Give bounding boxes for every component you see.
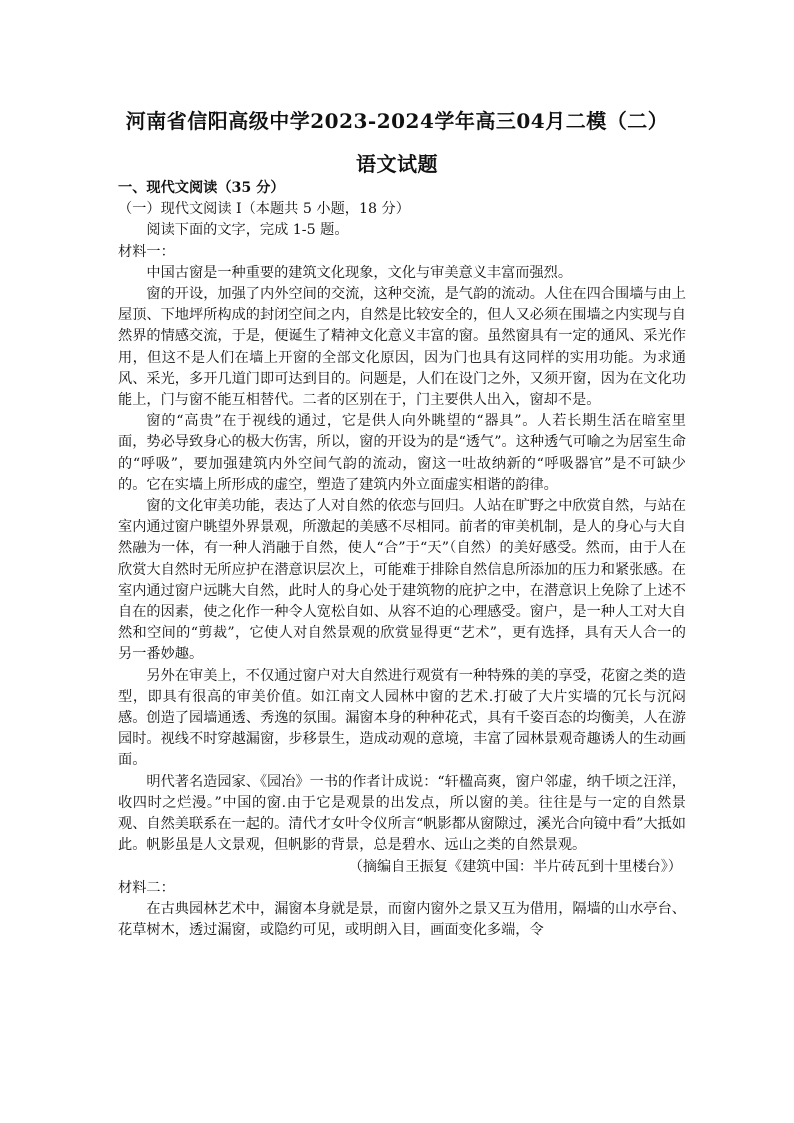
material-label: 材料一： — [118, 243, 175, 260]
paragraph: 窗的“高贵”在于视线的通过，它是供人向外眺望的“器具”。人若长期生活在暗室里面，势必导致身心的极大伤害，所以，窗的开设为的是“透气”。这种透气可喻之为居室生命的“呼吸”，要加强建筑内外空间气韵的流动，窗这一吐故纳新的“呼吸器官”是不可缺少的。它在实墙上所形成的虚空，塑造了建筑内外立面虚实相谐的韵律。 — [118, 413, 686, 493]
instruction: 阅读下面的文字，完成 1-5 题。 — [146, 222, 349, 239]
part-heading: （一）现代文阅读 I（本题共 5 小题，18 分） — [118, 201, 410, 218]
exam-title: 河南省信阳高级中学2023-2024学年高三04月二模（二） — [125, 109, 669, 133]
paragraph: 窗的开设，加强了内外空间的交流，这种交流，是气韵的流动。人住在四合围墙与由上屋顶、下地坪所构成的封闭空间之内，自然是比较安全的，但人又必须在围墙之内实现与自然界的情感交流，于是，便诞生了精神文化意义丰富的窗。虽然窗具有一定的通风、采光作用，但这不是人们在墙上开窗的全部文化原因，因为门也具有这同样的实用功能。为求通风、采光，多开几道门即可达到目的。问题是，人们在设门之外，又须开窗，因为在文化功能上，门与窗不能互相替代。二者的区别在于，门主要供人出入，窗却不是。 — [118, 286, 686, 409]
section-heading: 一、现代文阅读（35 分） — [118, 180, 285, 196]
exam-subtitle: 语文试题 — [356, 152, 438, 176]
paragraph: 另外在审美上，不仅通过窗户对大自然进行观赏有一种特殊的美的享受，花窗之类的造型，即具有很高的审美价值。如江南文人园林中窗的艺术.打破了大片实墙的冗长与沉闷感。创造了园墙通透、秀逸的氛围。漏窗本身的种种花式，具有千姿百态的均衡美，人在游园时。视线不时穿越漏窗，步移景生，造成动观的意境，丰富了园林景观奇趣诱人的生动画面。 — [118, 667, 686, 769]
material-label: 材料二： — [118, 879, 175, 896]
source-citation: （摘编自王振复《建筑中国：半片砖瓦到十里楼台》） — [348, 858, 682, 875]
paragraph: 明代著名造园家、《园冶》一书的作者计成说：“轩楹高爽，窗户邻虚，纳千顷之汪洋，收四时之烂漫。”中国的窗.由于它是观景的出发点，所以窗的美。往往是与一定的自然景观、自然美联系在一起的。清代才女叶令仪所言“帆影都从窗隙过，溪光合向镜中看”大抵如此。帆影虽是人文景观，但帆影的背景，总是碧水、远山之类的自然景观。 — [118, 773, 686, 854]
exam-content — [118, 178, 686, 941]
paragraph: 窗的文化审美功能，表达了人对自然的依恋与回归。人站在旷野之中欣赏自然，与站在室内通过窗户眺望外界景观，所激起的美感不尽相同。前者的审美机制，是人的身心与大自然融为一体，有一种人消融于自然，使人“合”于“天”（自然）的美好感受。然而，由于人在欣赏大自然时无所应护在潜意识层次上，可能难于排除自然信息所添加的压力和紧张感。在室内通过窗户远眺大自然，此时人的身心处于建筑物的庇护之中，在潜意识上免除了上述不自在的因素，使之化作一种令人宽松自如、从容不迫的心理感受。窗户，是一种人工对大自然和空间的“剪裁”，它使人对自然景观的欣赏显得更“艺术”，更有选择，具有天人合一的另一番妙趣。 — [118, 498, 686, 663]
paragraph: 中国古窗是一种重要的建筑文化现象，文化与审美意义丰富而强烈。 — [146, 264, 573, 281]
paragraph: 在古典园林艺术中，漏窗本身就是景，而窗内窗外之景又互为借用，隔墙的山水亭台、花草树木，透过漏窗，或隐约可见，或明朗入目，画面变化多端，令 — [118, 900, 686, 939]
